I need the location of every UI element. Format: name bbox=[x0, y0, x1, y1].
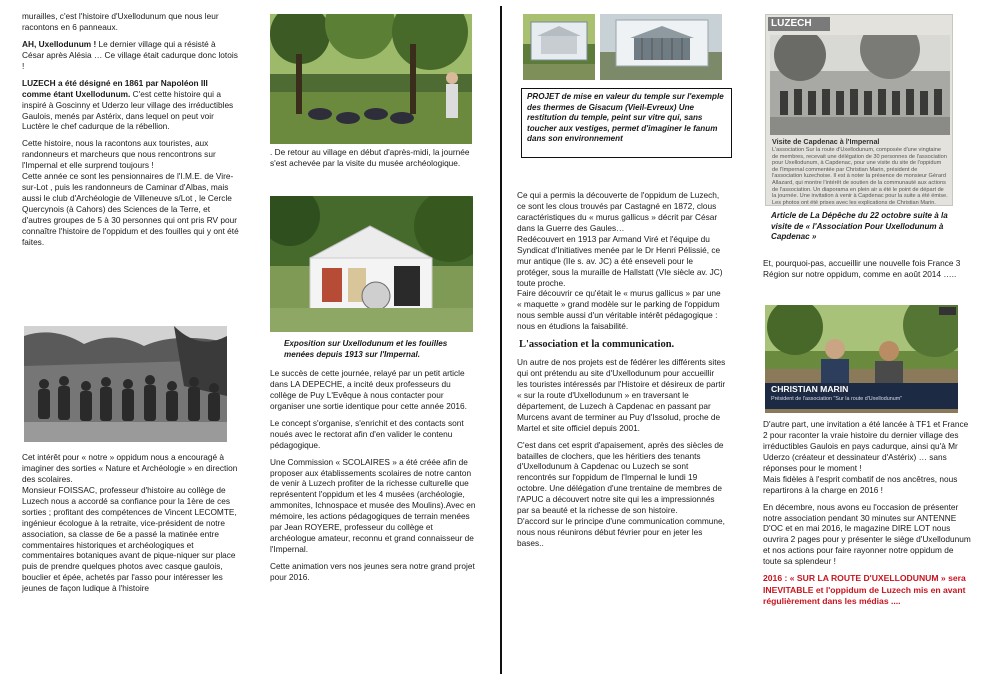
paragraph-concept: Le concept s'organise, s'enrichit et des contacts sont noués avec le rectorat afin d'en valider le contenu pédagogique. bbox=[270, 417, 464, 450]
column-2-mid bbox=[284, 339, 464, 360]
clipping-masthead: LUZECH bbox=[768, 17, 830, 31]
column-3 bbox=[517, 190, 727, 555]
caption-temple: PROJET de mise en valeur du temple sur l'exemple des thermes de Gisacum (Vieil-Evreux) Une restitution du temple, peint sur vitre qui, sans toucher aux vestiges, permet d'imaginer le fanum dans son environnement bbox=[527, 92, 724, 144]
column-4-caption bbox=[771, 211, 957, 243]
paragraph-schools: Cet intérêt pour « notre » oppidum nous a encouragé à imaginer des sorties « Nature et Archéologie » en direction des scolaires. bbox=[22, 452, 238, 484]
clipping-title: Visite de Capdenac à l'Impernal bbox=[772, 137, 880, 146]
paragraph-tourists: Cette histoire, nous la racontons aux touristes, aux randonneurs et marcheurs que nous rencontrons sur l'Impernal et elle surprend toujours ! bbox=[22, 138, 216, 171]
paragraph-maquette: Faire découvrir ce qu'était le « murus gallicus » par une « maquette » grand modèle sur le parking de l'oppidum nous semble aussi d'un véritable intérêt pédagogique : nous en étudions la faisabilité. bbox=[517, 288, 721, 332]
column-1 bbox=[22, 11, 239, 254]
photo-picnic bbox=[270, 14, 472, 144]
column-1-bottom bbox=[22, 452, 239, 600]
column-2-top bbox=[270, 147, 475, 169]
photo-exhibition-tent bbox=[270, 196, 473, 332]
clipping-body: L'association Sur la route d'Uxellodunum, composée d'une vingtaine de membres, recevait une délégation de 30 personnes de l'association pour Uxellodunum, à Capdenac, pour une visite du site de l'oppidum de l'Impernal commentée par Christian Marin, président de l'association luzechoise. Il est à noter la présence de monsieur Gérard Allazard, qui montre l'intérêt de soutien de la communauté aux actions de l'association. Un diaporama en plein air a été le point de départ de la journée. Une invitation à venir à Capdenac pour la suite a été émise. Les photos ont été prises avec les explications de Christian Marin. bbox=[772, 147, 948, 205]
paragraph-intro: murailles, c'est l'histoire d'Uxellodunum que nous leur racontons en 6 panneaux. bbox=[22, 11, 219, 32]
paragraph-discovery: Ce qui a permis la découverte de l'oppidum de Luzech, ce sont les clous trouvés par Castagné en 1872, clous caractéristiques du « murus gallicus » décrit par César dans la Guerre des Gaules… bbox=[517, 190, 720, 233]
photo-temple-model-2 bbox=[600, 14, 722, 80]
paragraph-rediscovered: Redécouvert en 1913 par Armand Viré et l'équipe du Syndicat d'Initiatives menée par le Dr Henri Pélissié, ce mur antique (IIe s. av. JC) a été enseveli pour le protéger, sous la muraille de Hallstatt (VIe siècle av. JC) toute proche. bbox=[517, 233, 723, 288]
tv-caption-subtitle: Président de l'association "Sur la route d'Uxellodunum" bbox=[771, 396, 903, 402]
tv-caption-name: CHRISTIAN MARIN bbox=[771, 384, 849, 394]
paragraph-uxellodunum: AH, Uxellodunum ! Le dernier village qui a résisté à César après Alésia … Ce village était cadurque donc lotois ! bbox=[22, 38, 238, 71]
paragraph-foissac: Monsieur FOISSAC, professeur d'histoire au collège de Luzech nous a accordé sa confiance pour la 1ère de ces sorties ; profitant des compétences de Vincent LECOMTE, ingénieur écologue à la retraite, vice-président de notre association, sa classe de 6e a passé la matinée entre commentaires historiques et archéologiques et commentaires botaniques avant de pique-niquer sur place puis de prendre quelques photos avec casque gaulois, bouclier et épée, achetés par l'asso pour intéresser les jeunes de façon ludique à l'histoire bbox=[22, 484, 237, 594]
paragraph-december: En décembre, nous avons eu l'occasion de présenter notre association pendant 30 minutes sur ANTENNE D'OC et en mai 2016, le magazine DIRE LOT nous ouvrira 2 pages pour y présenter le siège d'Uxellodunum et nos actions pour faire rayonner notre oppidum de toute sa splendeur ! bbox=[763, 501, 971, 567]
tv-interview-still bbox=[765, 305, 958, 413]
paragraph-agreement: D'accord sur le principe d'une communication commune, nous nous réunirons début février pour en jeter les bases.. bbox=[517, 516, 725, 549]
section-heading-communication: L'association et la communication. bbox=[519, 339, 675, 351]
paragraph-meeting: C'est dans cet esprit d'apaisement, après des siècles de batailles de clochers, que les héritiers des tenants d'Uxellodunum à Capdenac ou Luzech se sont rencontrés sur l'oppidum de l'Impernal le lundi 19 octobre. Une délégation d'une trentaine de membres de l'APUC a découvert notre site qui les a impressionnés par sa beauté et la richesse de son histoire. bbox=[517, 439, 724, 516]
paragraph-success: Le succès de cette journée, relayé par un petit article dans LA DEPECHE, a incité deux professeurs du collège de Puy L'Evêque à nous contacter pour organiser une sortie identique pour cette année 2016. bbox=[270, 368, 467, 411]
caption-exhibition: Exposition sur Uxellodunum et les fouilles menées depuis 1913 sur l'Impernal. bbox=[284, 339, 448, 359]
newspaper-clipping bbox=[765, 14, 953, 206]
photo-group-bw bbox=[24, 326, 227, 442]
paragraph-animation: Cette animation vers nos jeunes sera notre grand projet pour 2016. bbox=[270, 561, 475, 582]
column-divider bbox=[500, 6, 502, 674]
column-4-top bbox=[763, 258, 963, 286]
paragraph-tf1: D'autre part, une invitation a été lancée à TF1 et France 2 pour raconter la vraie histoire du dernier village des irréductibles Gaulois en pays cadurque, ainsi qu'à Mr Uderzo (créateur et dessinateur d'Astérix) … sans réponses pour le moment ! bbox=[763, 419, 969, 473]
highlight-2016: 2016 : « SUR LA ROUTE D'UXELLODUNUM » sera INEVITABLE et l'oppidum de Luzech mis en avant régulièrement dans les médias .... bbox=[763, 573, 966, 606]
caption-temple-box bbox=[521, 88, 732, 158]
paragraph-luzech: LUZECH a été désigné en 1861 par Napoléon III comme étant Uxellodunum. C'est cette histoire qui a inspiré à Goscinny et Uderzo leur village des irréductibles Gaulois, menés par Astérix, dans lequel on peut voir Luctère le chef cadurque de la rébellion. bbox=[22, 77, 234, 132]
paragraph-commission: Une Commission « SCOLAIRES » a été créée afin de proposer aux établissements scolaires de notre canton de venir à Luzech profiter de la richesse culturelle que représentent l'oppidum et les 4 musées (archéologie, ammonites, Ichnospace et musée des Moulins).Avec en mémoire, les actions pédagogiques de terrain menées par Jean ROYERE, professeur du collège et archéologue amateur, reconnu et grand connaisseur de l'Impernal. bbox=[270, 456, 476, 555]
paragraph-federate: Un autre de nos projets est de fédérer les différents sites qui ont prétendu au site d'Uxellodunum pour accueillir les touristes intéressés par l'Histoire et désireux de partir « sur la route d'Uxellodunum » en traversant le département, de Luzech à Capdenac en passant par Murcens avant de terminer au Puy d'Issolud, proche de Martel et site officiel depuis 2001. bbox=[517, 357, 726, 433]
column-4-bottom bbox=[763, 419, 974, 607]
caption-article: Article de La Dépêche du 22 octobre suite à la visite de « l'Association Pour Uxellodunum à Capdenac » bbox=[771, 211, 948, 242]
paragraph-france3: Et, pourquoi-pas, accueillir une nouvelle fois France 3 Région sur notre oppidum, comme en août 2014 ….. bbox=[763, 258, 961, 279]
paragraph-groups: Cette année ce sont les pensionnaires de l'I.M.E. de Vire-sur-Lot , puis les randonneurs de Caminar d'Albas, mais aussi le club d'Archéologie de Villeneuve s/Lot , le Cercle Quercynois (à Cahors) des Sciences de la Terre, et d'autres groupes de 5 à 30 personnes qui ont pris RV pour connaître l'histoire de l'oppidum et des fouilles qui y ont été faites. bbox=[22, 171, 239, 247]
column-2-bottom bbox=[270, 368, 478, 589]
paragraph-fideles: Mais fidèles à l'esprit combatif de nos ancêtres, nous repartirons à la charge en 2016 ! bbox=[763, 473, 958, 495]
photo-temple-model-1 bbox=[523, 14, 595, 80]
caption-village: . De retour au village en début d'après-midi, la journée s'est achevée par la visite du musée archéologique. bbox=[270, 147, 470, 168]
